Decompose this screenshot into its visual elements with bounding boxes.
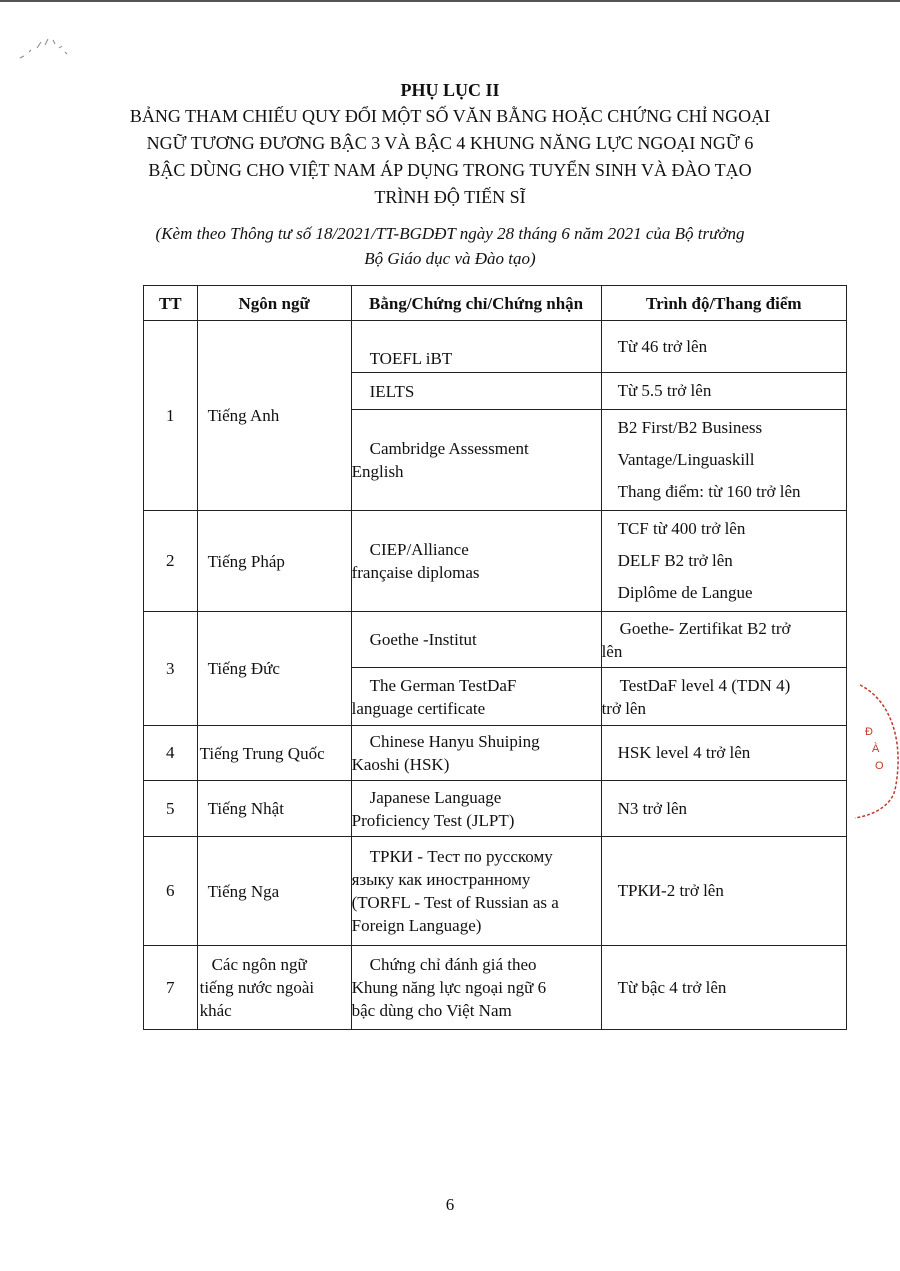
certificate-cell (351, 781, 601, 837)
certificate-cell (351, 373, 601, 410)
level-cell (601, 726, 846, 781)
certificate-cell (351, 410, 601, 511)
level-cell (601, 946, 846, 1030)
certificate-text: language certificate (351, 698, 486, 718)
svg-text:Đ: Đ (865, 726, 873, 738)
row-number: 1 (144, 321, 198, 511)
row-number: 7 (144, 946, 198, 1030)
certificate-text: Chứng chỉ đánh giá theo (369, 955, 537, 974)
certificate-text: ТРКИ - Тест по русскому (369, 847, 553, 866)
subtitle-line: BẬC DÙNG CHO VIỆT NAM ÁP DỤNG TRONG TUYỂN SINH VÀ ĐÀO TẠO (148, 160, 752, 180)
language-text: Các ngôn ngữ (211, 955, 307, 974)
language-text: khác (199, 1001, 232, 1020)
level-cell (601, 781, 846, 837)
table-row (144, 511, 847, 612)
level-text: Vantage/Linguaskill (617, 450, 755, 469)
level-cell (601, 321, 846, 373)
level-text: Thang điểm: từ 160 trở lên (617, 482, 801, 501)
language-cell: Tiếng Pháp (197, 511, 351, 612)
certificate-text: TOEFL iBT (369, 349, 453, 368)
table-row (144, 321, 847, 373)
certificate-text: IELTS (369, 381, 415, 401)
note-line: Bộ Giáo dục và Đào tạo) (364, 249, 536, 268)
certificate-cell (351, 837, 601, 946)
subtitle-line: TRÌNH ĐỘ TIẾN SĨ (374, 187, 526, 207)
language-cell: Tiếng Nhật (197, 781, 351, 837)
certificate-text: Kaoshi (HSK) (351, 755, 450, 774)
table-row (144, 726, 847, 781)
certificate-text: Goethe -Institut (369, 630, 477, 649)
level-text: Từ 46 trở lên (617, 336, 708, 356)
certificate-text: Proficiency Test (JLPT) (351, 810, 515, 830)
certificate-text: française diplomas (351, 563, 480, 582)
level-text: Goethe- Zertifikat B2 trở (619, 618, 791, 638)
level-text: Từ bậc 4 trở lên (617, 977, 727, 997)
level-text: Từ 5.5 trở lên (617, 381, 712, 400)
certificate-text: The German TestDaF (369, 675, 517, 695)
level-text: Diplôme de Langue (617, 583, 753, 602)
table-row (144, 946, 847, 1030)
appendix-title: PHỤ LỤC II (400, 80, 500, 100)
row-number: 3 (144, 612, 198, 726)
scribble-mark (15, 30, 85, 70)
subtitle-line: BẢNG THAM CHIẾU QUY ĐỔI MỘT SỐ VĂN BẰNG HOẶC CHỨNG CHỈ NGOẠI (129, 106, 771, 126)
svg-text:O: O (875, 760, 884, 772)
certificate-text: bậc dùng cho Việt Nam (351, 1001, 512, 1020)
header-certificate: Bằng/Chứng chỉ/Chứng nhận (351, 286, 601, 321)
certificate-text: CIEP/Alliance (369, 540, 469, 559)
level-text: ТРКИ-2 trở lên (617, 881, 724, 900)
level-cell (601, 668, 846, 726)
page-number: 6 (445, 1195, 455, 1214)
table-header-row (144, 286, 847, 321)
certificate-text: English (351, 462, 404, 481)
certificate-reference-table (143, 285, 847, 1030)
language-text: tiếng nước ngoài (199, 978, 315, 997)
level-cell (601, 612, 846, 668)
table-row (144, 837, 847, 946)
language-cell: Tiếng Anh (197, 321, 351, 511)
certificate-cell (351, 321, 601, 373)
language-cell: Tiếng Đức (197, 612, 351, 726)
level-text: trở lên (601, 698, 646, 718)
certificate-text: Japanese Language (369, 787, 502, 807)
certificate-cell (351, 726, 601, 781)
note-line: (Kèm theo Thông tư số 18/2021/TT-BGDĐT ngày 28 tháng 6 năm 2021 của Bộ trưởng (155, 224, 745, 243)
red-seal-stamp (845, 680, 900, 820)
level-text: TCF từ 400 trở lên (617, 519, 746, 538)
language-cell (197, 946, 351, 1030)
table-row (144, 612, 847, 668)
certificate-text: Foreign Language) (351, 916, 482, 935)
certificate-cell (351, 668, 601, 726)
row-number: 6 (144, 837, 198, 946)
certificate-text: языку как иностранному (351, 870, 531, 889)
certificate-text: Khung năng lực ngoại ngữ 6 (351, 978, 547, 997)
row-number: 5 (144, 781, 198, 837)
header-level: Trình độ/Thang điểm (601, 286, 846, 321)
certificate-cell (351, 946, 601, 1030)
level-text: DELF B2 trở lên (617, 551, 733, 570)
level-text: B2 First/B2 Business (617, 418, 763, 437)
document-header (100, 79, 800, 271)
level-text: lên (601, 641, 623, 661)
subtitle-line: NGỮ TƯƠNG ĐƯƠNG BẬC 3 VÀ BẬC 4 KHUNG NĂNG LỰC NGOẠI NGỮ 6 (146, 133, 754, 153)
level-cell (601, 511, 846, 612)
level-text: N3 trở lên (617, 798, 687, 818)
language-cell: Tiếng Trung Quốc (197, 726, 351, 781)
level-cell (601, 373, 846, 410)
level-text: TestDaF level 4 (TDN 4) (619, 675, 791, 695)
certificate-text: (TORFL - Test of Russian as a (351, 893, 559, 912)
header-language: Ngôn ngữ (197, 286, 351, 321)
certificate-text: Cambridge Assessment (369, 439, 529, 458)
language-cell: Tiếng Nga (197, 837, 351, 946)
legal-reference-note (100, 221, 800, 271)
certificate-cell (351, 511, 601, 612)
certificate-cell (351, 612, 601, 668)
certificate-text: Chinese Hanyu Shuiping (369, 732, 540, 751)
level-cell (601, 410, 846, 511)
level-text: HSK level 4 trở lên (617, 743, 751, 762)
page-top-edge (0, 0, 900, 2)
row-number: 4 (144, 726, 198, 781)
header-tt: TT (144, 286, 198, 321)
table-row (144, 781, 847, 837)
row-number: 2 (144, 511, 198, 612)
svg-text:À: À (872, 743, 880, 755)
document-subtitle (100, 103, 800, 211)
level-cell (601, 837, 846, 946)
